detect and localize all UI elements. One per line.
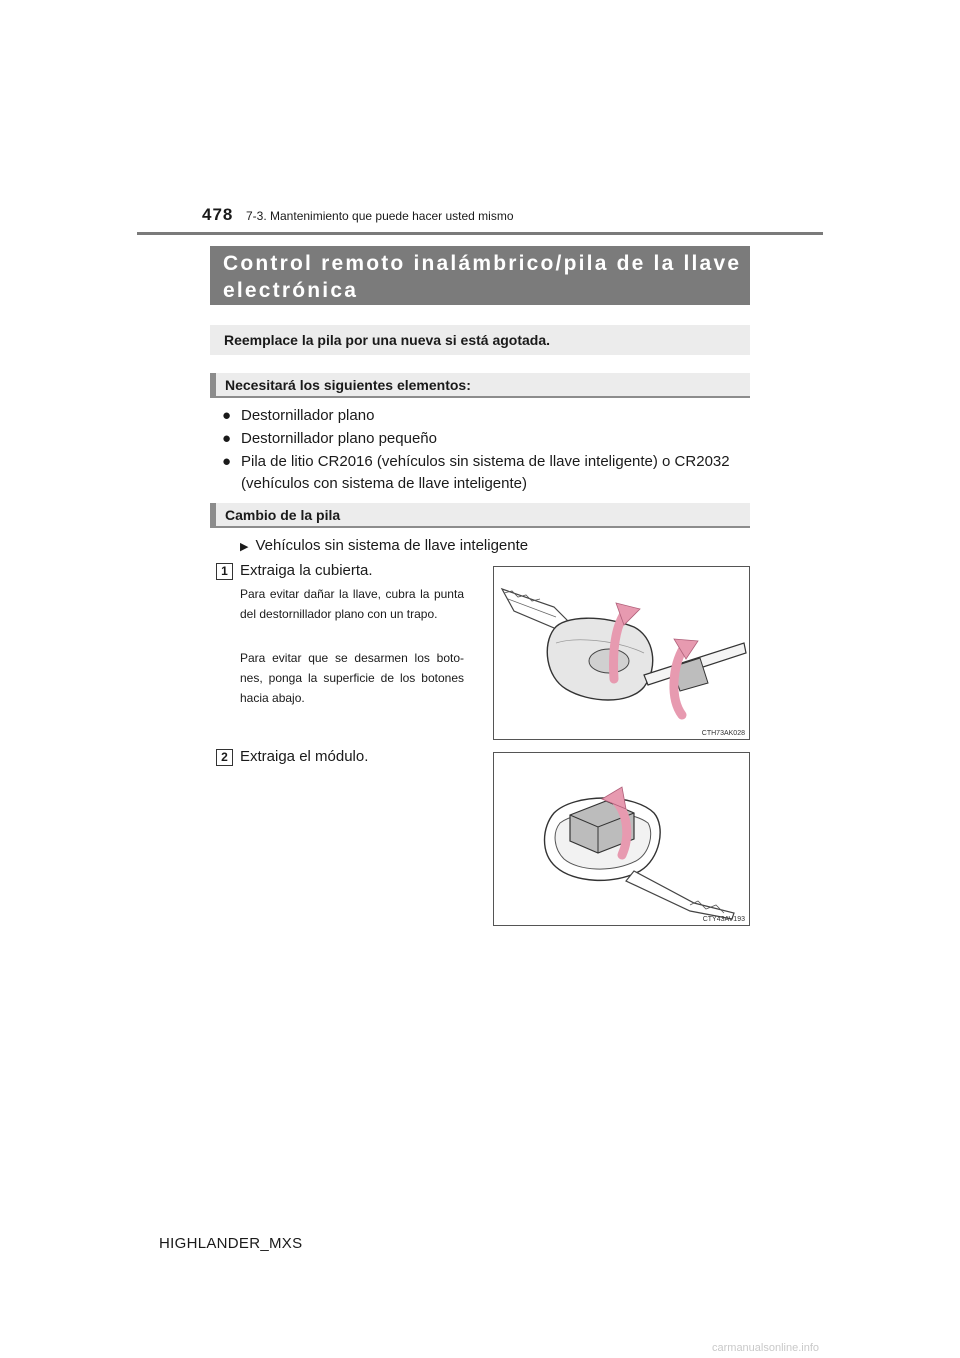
page-number: 478 (202, 205, 234, 224)
step-number-2: 2 (216, 749, 233, 766)
section-title: Control remoto inalámbrico/pila de la llave electrónica (210, 246, 750, 305)
step-number-1: 1 (216, 563, 233, 580)
list-item (222, 405, 752, 427)
step-2-text: Extraiga el módulo. (240, 748, 369, 765)
change-battery-heading-text: Cambio de la pila (225, 506, 341, 523)
step-1-note-2: Para evitar que se desarmen los boto-nes, ponga la superficie de los botones hacia abajo. (240, 651, 464, 705)
watermark: carmanualsonline.info (712, 1342, 820, 1354)
footer-model: HIGHLANDER_MXS (159, 1235, 303, 1252)
requirements-heading-text: Necesitará los siguientes elementos: (225, 376, 471, 393)
bullet-icon: ● (222, 453, 232, 470)
intro-banner (210, 325, 750, 355)
list-item-text: Destornillador plano pequeño (241, 430, 437, 447)
list-item-text: Destornillador plano (241, 407, 375, 424)
key-module-illustration (494, 753, 749, 925)
list-item (222, 428, 752, 450)
step-1-note-1: Para evitar dañar la llave, cubra la punta del destornillador plano con un trapo. (240, 587, 464, 621)
bullet-icon: ● (222, 407, 232, 424)
list-item-text: Pila de litio CR2016 (vehículos sin sistema de llave inteligente) o CR2032 (vehículos con sistema de llave inteligente) (241, 453, 730, 492)
bullet-icon: ● (222, 430, 232, 447)
variant-label-text: Vehículos sin sistema de llave inteligente (255, 537, 529, 554)
change-battery-heading (210, 503, 750, 528)
triangle-right-icon: ▶ (240, 541, 249, 553)
variant-label (240, 536, 528, 557)
intro-text: Reemplace la pila por una nueva si está agotada. (224, 332, 551, 348)
requirements-heading (210, 373, 750, 398)
figure-remove-cover (493, 566, 750, 740)
figure-remove-module (493, 752, 750, 926)
chapter-title: 7-3. Mantenimiento que puede hacer usted mismo (246, 209, 514, 223)
figure-code: CTH73AK028 (701, 730, 745, 737)
step-1-text: Extraiga la cubierta. (240, 562, 373, 579)
header-divider (137, 232, 823, 235)
figure-code: CTY43AV193 (702, 916, 745, 923)
list-item (222, 451, 752, 495)
key-cover-illustration (494, 567, 749, 739)
